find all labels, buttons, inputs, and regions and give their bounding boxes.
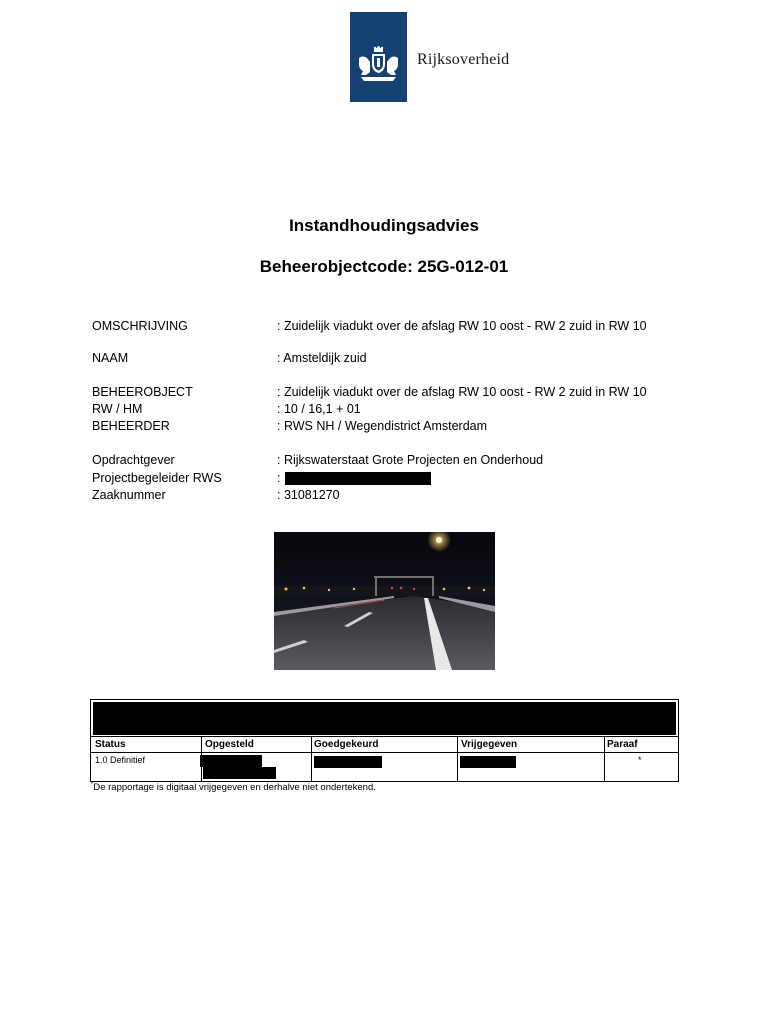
- col-header-vrijgegeven: Vrijgegeven: [461, 739, 518, 750]
- field-value: : Zuidelijk viadukt over de afslag RW 10 oost - RW 2 zuid in RW 10: [277, 319, 647, 333]
- coat-of-arms-icon: [355, 46, 402, 86]
- redaction-block: [93, 702, 676, 735]
- col-header-goedgekeurd: Goedgekeurd: [314, 739, 379, 750]
- table-divider: [604, 736, 605, 781]
- field-value: : 31081270: [277, 488, 340, 502]
- document-title: Instandhoudingsadvies: [289, 216, 479, 235]
- field-label: Zaaknummer: [92, 488, 166, 502]
- field-label: RW / HM: [92, 402, 143, 416]
- footnote: *De rapportage is digitaal vrijgegeven en derhalve niet ondertekend.: [91, 782, 376, 793]
- field-label: NAAM: [92, 351, 129, 365]
- field-value: : Zuidelijk viadukt over de afslag RW 10 oost - RW 2 zuid in RW 10: [277, 385, 647, 399]
- table-divider: [91, 736, 678, 737]
- redaction-block: [460, 756, 516, 768]
- field-value: : Amsteldijk zuid: [277, 351, 367, 365]
- col-header-status: Status: [95, 739, 126, 750]
- field-label: OMSCHRIJVING: [92, 319, 188, 333]
- col-header-opgesteld: Opgesteld: [205, 739, 254, 750]
- logo-text: Rijksoverheid: [417, 51, 510, 68]
- col-header-paraaf: Paraaf: [607, 739, 638, 750]
- field-value: : Rijkswaterstaat Grote Projecten en Onderhoud: [277, 453, 544, 467]
- table-divider: [91, 752, 678, 753]
- field-label: Projectbegeleider RWS: [92, 471, 222, 485]
- rijksoverheid-logo: [350, 12, 407, 102]
- viaduct-photo: [274, 532, 495, 670]
- redaction-block: [314, 756, 382, 768]
- field-label: BEHEERDER: [92, 419, 170, 433]
- approval-table: [90, 699, 679, 782]
- field-value: : RWS NH / Wegendistrict Amsterdam: [277, 419, 488, 433]
- field-value: : 10 / 16,1 + 01: [277, 402, 361, 416]
- cell-paraaf: *: [638, 755, 642, 765]
- redaction-block: [203, 767, 276, 779]
- object-code-title: Beheerobjectcode: 25G-012-01: [259, 257, 509, 276]
- field-value: :: [277, 470, 431, 486]
- field-label: Opdrachtgever: [92, 453, 175, 467]
- cell-status: 1.0 Definitief: [95, 755, 146, 765]
- field-label: BEHEEROBJECT: [92, 385, 193, 399]
- redaction-block: [200, 755, 262, 767]
- table-divider: [457, 736, 458, 781]
- redaction-block: [285, 472, 431, 485]
- table-divider: [311, 736, 312, 781]
